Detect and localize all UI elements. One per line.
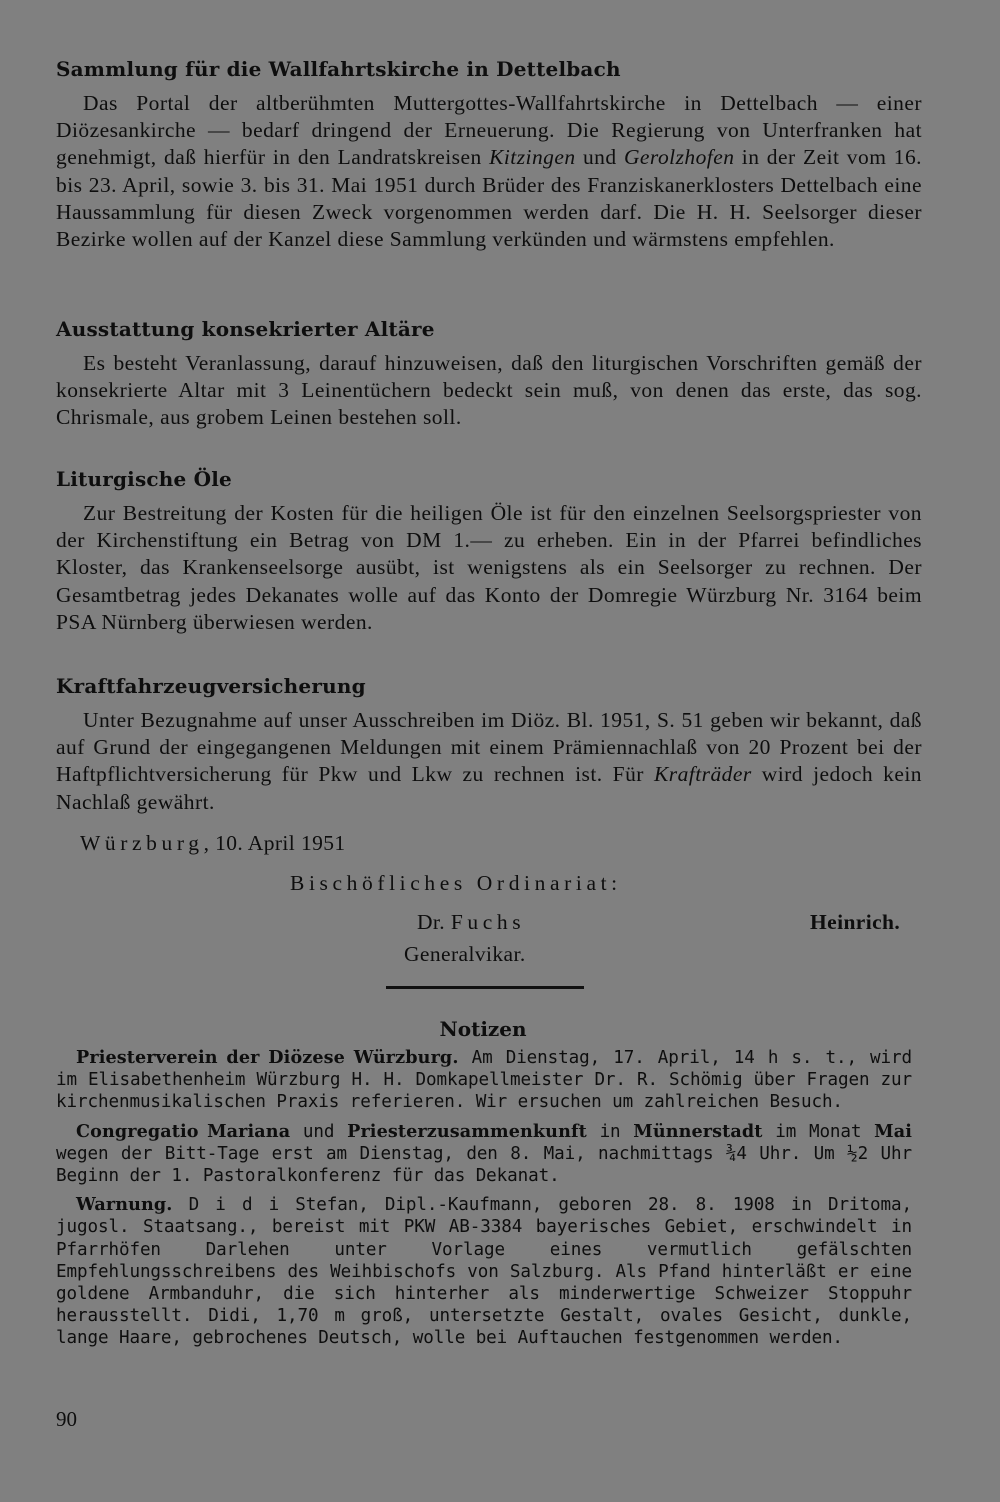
section-body: Es besteht Veranlassung, darauf hinzuweisen, daß den liturgischen Vorschriften gemäß der konsekrierte Altar mit 3 Leinentüchern bedeckt sein muß, von denen das erste, das sog. Chrismale, aus grobem Leinen bestehen soll. — [56, 351, 922, 430]
notes-list — [56, 1047, 912, 1357]
signature-right-name: Heinrich. — [810, 910, 901, 934]
note-text: in — [586, 1121, 634, 1142]
signature-place: Würzburg — [80, 831, 204, 855]
section-dettelbach — [56, 57, 922, 253]
divider-rule — [386, 986, 584, 989]
section-heading: Kraftfahrzeugversicherung — [56, 674, 366, 698]
section-oele — [56, 467, 922, 636]
emphasis-text: Krafträder — [654, 762, 752, 787]
body-text: Das Portal der altberühmten Muttergottes-Wallfahrtskirche in Dettelbach — einer Diözesankirche — bedarf dringend der Erneuerung. Die Regierung von Unterfranken hat genehmigt, daß hierfür in den Landratskreisen — [56, 91, 922, 170]
note-bold: Warnung. — [76, 1194, 173, 1216]
section-body — [56, 90, 922, 253]
section-kfz — [56, 674, 922, 816]
body-text: und — [575, 145, 624, 170]
section-heading: Ausstattung konsekrierter Altäre — [56, 317, 435, 341]
note-text: D i d i Stefan, Dipl.-Kaufmann, geboren 28. 8. 1908 in Dritoma, jugosl. Staatsang., bereist mit PKW AB-3384 bayerisches Gebiet, erschwindelt in Pfarrhöfen Darlehen unter Vorlage eines vermutlich gefälschten Empfehlungsschreibens des Weihbischofs von Salzburg. Als Pfand hinterläßt er eine goldene Armbanduhr, die sich hinterher als minderwertige Schweizer Stoppuhr herausstellt. Didi, 1,70 m groß, untersetzte Gestalt, ovales Gesicht, dunkle, lange Haare, gebrochenes Deutsch, wolle bei Auftauchen festgenommen werden. — [56, 1195, 912, 1349]
signature-role: Generalvikar. — [404, 942, 526, 966]
body-text: wird jedoch kein Nachlaß gewährt. — [56, 762, 922, 814]
note-text: Am Dienstag, 17. April, 14 h s. t., wird im Elisabethenheim Würzburg H. H. Domkapellmeister Dr. R. Schömig über Fragen zur kirchenmusikalischen Praxis referieren. Wir ersuchen um zahlreichen Besuch. — [56, 1048, 912, 1113]
signature-place-date — [80, 831, 346, 856]
signature-date: , 10. April 1951 — [203, 831, 346, 855]
page-number: 90 — [56, 1407, 77, 1431]
place-name: Kitzingen — [489, 145, 576, 170]
section-body — [56, 707, 922, 816]
signature-office: Bischöfliches Ordinariat: — [290, 871, 622, 895]
note-text: im Monat — [762, 1121, 875, 1142]
place-name: Gerolzhofen — [623, 145, 735, 170]
signature-title: Dr. — [417, 910, 446, 934]
body-text: in der Zeit vom 16. bis 23. April, sowie 3. bis 31. Mai 1951 durch Brüder des Franziskanerklosters Dettelbach eine Haussammlung für diesen Zweck vorgenommen werden darf. Die H. H. Seelsorger dieser Bezirke wollen auf der Kanzel diese Sammlung verkünden und wärmstens empfehlen. — [56, 145, 922, 252]
section-altaere — [56, 317, 922, 432]
body-text: Unter Bezugnahme auf unser Ausschreiben im Diöz. Bl. 1951, S. 51 geben wir bekannt, daß auf Grund der eingegangenen Meldungen mit einem Prämiennachlaß von 20 Prozent bei der Haftpflichtversicherung für Pkw und Lkw zu rechnen ist. Für — [56, 708, 922, 787]
section-body: Zur Bestreitung der Kosten für die heiligen Öle ist für den einzelnen Seelsorgspriester von der Kirchenstiftung ein Betrag von DM 1.— zu erheben. Ein in der Pfarrei befindliches Kloster, das Krankenseelsorge ausübt, ist wenigstens als ein Seelsorger zu rechnen. Der Gesamtbetrag jedes Dekanates wolle auf das Konto der Domregie Würzburg Nr. 3164 beim PSA Nürnberg überwiesen werden. — [56, 501, 922, 634]
section-heading: Sammlung für die Wallfahrtskirche in Dettelbach — [56, 57, 621, 81]
note-bold: Priesterzusammenkunft — [347, 1120, 587, 1142]
note-bold: Congregatio Mariana — [76, 1120, 291, 1142]
note-text: wegen der Bitt-Tage erst am Dienstag, den 8. Mai, nachmittags ¾4 Uhr. Um ½2 Uhr Beginn der 1. Pastoralkonferenz für das Dekanat. — [56, 1143, 912, 1187]
notes-title: Notizen — [439, 1017, 527, 1041]
note-item — [56, 1121, 912, 1188]
note-bold: Mai — [874, 1120, 912, 1142]
signature-name-line — [417, 910, 525, 935]
note-bold: Priesterverein der Diözese Würzburg. — [76, 1047, 459, 1068]
note-item — [56, 1194, 912, 1349]
note-item — [56, 1047, 912, 1114]
note-bold: Münnerstadt — [633, 1120, 763, 1142]
signature-name: Fuchs — [450, 910, 526, 934]
section-heading: Liturgische Öle — [56, 467, 232, 491]
note-text: und — [290, 1121, 348, 1142]
